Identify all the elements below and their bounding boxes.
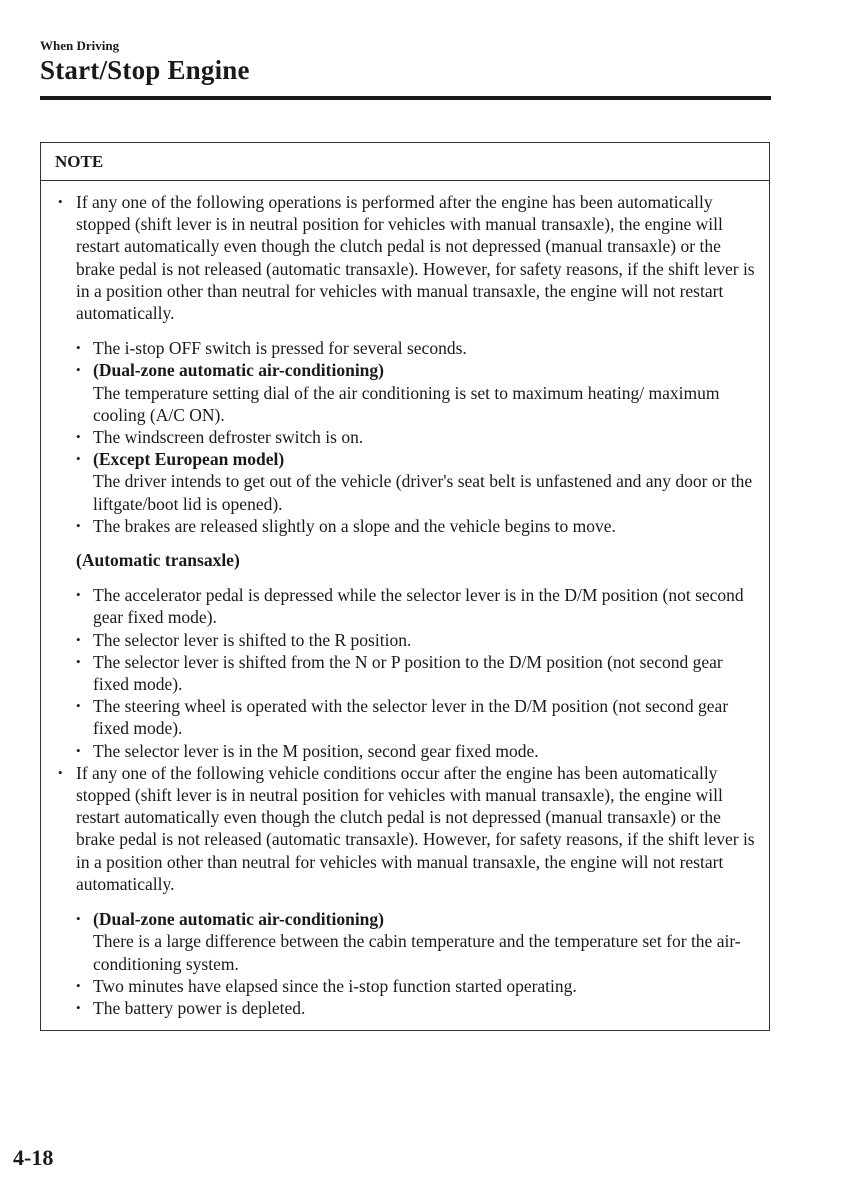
note-body: [41, 181, 769, 1019]
title-divider: [40, 96, 771, 100]
note-item: [58, 191, 761, 324]
page-title: Start/Stop Engine: [40, 55, 250, 85]
sub-item-text: The windscreen defroster switch is on.: [93, 427, 364, 448]
bullet-icon: •: [76, 631, 81, 647]
sub-item-text: There is a large difference between the cabin temperature and the temperature set for the air-conditioning system.: [93, 931, 741, 974]
sub-item-text: The i-stop OFF switch is pressed for several seconds.: [93, 338, 467, 359]
bullet-icon: •: [76, 742, 81, 758]
sub-item-text: The temperature setting dial of the air conditioning is set to maximum heating/ maximum cooling (A/C ON).: [93, 382, 720, 425]
sub-item-text: The brakes are released slightly on a slope and the vehicle begins to move.: [93, 515, 616, 536]
bullet-icon: •: [76, 362, 81, 378]
sub-item-text: The selector lever is in the M position, second gear fixed mode.: [93, 740, 539, 761]
sub-item: [58, 448, 761, 515]
sub-item-text: The accelerator pedal is depressed while the selector lever is in the D/M position (not second gear fixed mode).: [93, 585, 744, 628]
automatic-transaxle-heading: (Automatic transaxle): [76, 550, 240, 571]
bullet-icon: •: [76, 977, 81, 993]
bullet-icon: •: [76, 587, 81, 603]
sub-item-heading: (Dual-zone automatic air-conditioning): [93, 909, 384, 930]
sub-item: [58, 695, 761, 739]
bullet-icon: •: [76, 999, 81, 1015]
sub-item: [58, 629, 761, 651]
sub-item: [58, 997, 761, 1019]
sub-item: [58, 584, 761, 628]
bullet-icon: •: [76, 429, 81, 445]
bullet-icon: •: [76, 340, 81, 356]
sub-item: [58, 975, 761, 997]
bullet-icon: •: [76, 698, 81, 714]
page-number: 4-18: [13, 1145, 54, 1170]
sub-item-text: The selector lever is shifted to the R position.: [93, 629, 412, 650]
sub-list: [58, 908, 761, 1019]
bullet-icon: •: [76, 911, 81, 927]
sub-item-text: The driver intends to get out of the vehicle (driver's seat belt is unfastened and any door or the liftgate/boot lid is opened).: [93, 471, 753, 514]
sub-item-text: The selector lever is shifted from the N or P position to the D/M position (not second gear fixed mode).: [93, 651, 723, 695]
bullet-icon: •: [76, 451, 81, 467]
bullet-icon: •: [58, 194, 63, 209]
sub-item: [58, 908, 761, 975]
sub-item: [58, 337, 761, 359]
sub-item: [58, 359, 761, 426]
sub-item-text: The battery power is depleted.: [93, 997, 306, 1018]
bullet-icon: •: [76, 517, 81, 533]
bullet-icon: •: [58, 764, 63, 780]
sub-item-heading: (Except European model): [93, 449, 285, 470]
sub-item: [58, 426, 761, 448]
note-item-text: If any one of the following vehicle conditions occur after the engine has been automatically stopped (shift lever is in neutral position for vehicles with manual transaxle), the engine will restart automatically even though the clutch pedal is not depressed (manual transaxle) or the brake pedal is not released (automatic transaxle). However, for safety reasons, if the shift lever is in a position other than neutral for vehicles with manual transaxle, the engine will not restart automatically.: [76, 762, 755, 894]
note-item: [58, 762, 761, 895]
sub-item-text: Two minutes have elapsed since the i-stop function started operating.: [93, 975, 577, 996]
bullet-icon: •: [76, 653, 81, 669]
sub-item-text: The steering wheel is operated with the selector lever in the D/M position (not second gear fixed mode).: [93, 696, 729, 739]
section-label: When Driving: [40, 38, 120, 53]
sub-item: [58, 515, 761, 537]
sub-list: [58, 337, 761, 537]
note-item-text: If any one of the following operations is performed after the engine has been automatically stopped (shift lever is in neutral position for vehicles with manual transaxle), the engine will restart automatically even though the clutch pedal is not depressed (manual transaxle) or the brake pedal is not released (automatic transaxle). However, for safety reasons, if the shift lever is in a position other than neutral for vehicles with manual transaxle, the engine will not restart automatically.: [76, 192, 755, 324]
sub-item: [58, 651, 761, 695]
note-box: [40, 142, 770, 1031]
sub-item: [58, 740, 761, 762]
sub-item-heading: (Dual-zone automatic air-conditioning): [93, 360, 384, 381]
sub-list: [58, 584, 761, 762]
note-header: NOTE: [41, 143, 769, 181]
